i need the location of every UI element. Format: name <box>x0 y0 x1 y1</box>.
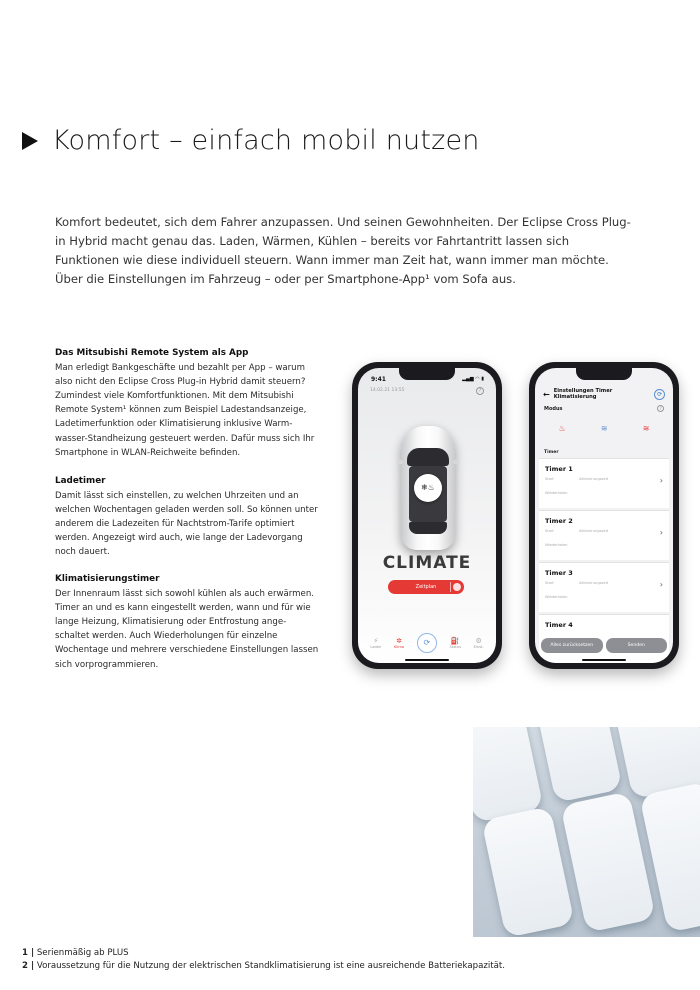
section-title: Das Mitsubishi Remote System als App <box>55 348 249 358</box>
chevron-right-icon: › <box>659 476 663 485</box>
car-top-view <box>401 426 455 550</box>
timer-row[interactable]: Timer 1 Start Aktivierungszeit Wiederholen › <box>539 458 669 508</box>
timer-section-label: Timer <box>544 450 559 455</box>
section-body: Der Innenraum lässt sich sowohl kühlen als auch erwärmen. Timer an und es kann eingestellt werden, wann und für wie lange Heizung, Klimatisierung oder Entfrostung ange-schaltet werden. Auch Wiederholungen für einzelne Wochentage und mehrere verschiedene Einstellungen lassen sich vorprogrammieren. <box>55 589 319 670</box>
section-body: Man erledigt Bankgeschäfte und bezahlt per App – warum also nicht den Eclipse Cross Plug-in Hybrid damit steuern? Zumindest viele Komfortfunktionen. Mit dem Mitsubishi Remote System¹ können zum Beispiel Ladestandsanzeige, Ladetimerfunktion oder Klimatisierung inklusive Warm-wasser-Standheizung gesteuert werden. Dafür muss sich Ihr Smartphone in WLAN-Reichweite befinden. <box>55 363 315 458</box>
timer-row[interactable]: Timer 2 Start Aktivierungszeit Wiederholen › <box>539 510 669 560</box>
climate-label: CLIMATE <box>382 553 472 573</box>
fuel-icon: ⛽ <box>450 637 460 645</box>
footnote: 1 | Serienmäßig ab PLUS <box>22 948 129 958</box>
intro-paragraph: Komfort bedeutet, sich dem Fahrer anzupassen. Und seinen Gewohnheiten. Der Eclipse Cross Plug-in Hybrid macht genau das. Laden, Wärmen, Kühlen – bereits vor Fahrtantritt lassen sich Funktionen wie diese individuell steuern. Wann immer man Zeit hat, wann immer man möchte. Über die Einstellungen im Fahrzeug – oder per Smartphone-App¹ vom Sofa aus. <box>55 215 631 286</box>
status-time: 9:41 <box>371 376 386 383</box>
section-klimatisierungstimer <box>55 572 320 672</box>
footnote: 2 | Voraussetzung für die Nutzung der elektrischen Standklimatisierung ist eine ausreichende Batteriekapazität. <box>22 960 506 971</box>
fan-icon: ✲ <box>396 637 402 645</box>
home-indicator <box>582 659 626 661</box>
screen-title: Einstellungen Timer Klimatisierung <box>553 388 613 400</box>
reset-all-button[interactable]: Alles zurücksetzen <box>541 638 603 653</box>
screen-header <box>543 387 665 401</box>
date-label: 14.02.21 13:55 <box>370 388 405 393</box>
phone-screen <box>358 368 496 663</box>
status-icons: ▂▄▆ ◠ ▮ <box>462 376 484 382</box>
phone-notch <box>399 368 455 380</box>
mode-selector <box>541 418 667 438</box>
modus-label: Modus <box>544 406 563 412</box>
zeitplan-label: Zeitplan <box>415 584 437 590</box>
send-button[interactable]: Senden <box>606 638 668 653</box>
section-title: Klimatisierungstimer <box>55 574 160 584</box>
timer-row[interactable]: Timer 4 <box>539 614 669 663</box>
charge-icon: ⚡ <box>373 637 379 645</box>
nav-item-settings[interactable]: ⚙ Einst. <box>473 637 484 649</box>
smartphone-climate-screen <box>352 362 502 669</box>
info-icon[interactable]: ? <box>476 387 484 395</box>
section-ladetimer <box>55 474 320 560</box>
refresh-button[interactable]: ⟳ <box>417 633 437 653</box>
back-arrow-icon[interactable]: ← <box>543 389 550 399</box>
section-remote-system <box>55 346 320 460</box>
phone-notch <box>576 368 632 380</box>
page-title: Komfort – einfach mobil nutzen <box>52 125 480 156</box>
gear-icon: ⚙ <box>475 637 482 645</box>
triangle-bullet-icon <box>22 132 38 150</box>
bottom-navigation <box>358 629 496 657</box>
info-icon[interactable]: ? <box>657 405 664 412</box>
zeitplan-button[interactable] <box>388 580 464 594</box>
climate-fan-icon[interactable]: ❄♨ <box>414 474 442 502</box>
section-heading <box>22 125 480 156</box>
snow-cars-photo <box>473 727 700 937</box>
toggle-knob[interactable] <box>453 583 461 591</box>
section-title: Ladetimer <box>55 476 106 486</box>
phone-screen <box>535 368 673 663</box>
nav-item-status[interactable]: ⛽ Status <box>449 637 461 649</box>
section-body: Damit lässt sich einstellen, zu welchen Uhrzeiten und an welchen Wochentagen geladen werden soll. So können unter anderem die Ladezeiten für Nachtstrom-Tarife optimiert werden. Angezeigt wird auch, wie lange der Ladevorgang noch dauert. <box>55 491 318 558</box>
action-bar <box>541 638 667 653</box>
footnotes <box>22 947 505 972</box>
heat-icon[interactable]: ≋ <box>642 423 650 433</box>
cool-icon[interactable]: ≋ <box>600 423 608 433</box>
chevron-right-icon: › <box>659 580 663 589</box>
defrost-icon[interactable]: ♨ <box>558 423 566 433</box>
timer-row[interactable]: Timer 3 Start Aktivierungszeit Wiederholen › <box>539 562 669 612</box>
nav-item-klima[interactable]: ✲ Klima <box>394 637 405 649</box>
nav-item-laden[interactable]: ⚡ Laden <box>370 637 382 649</box>
smartphone-timer-screen <box>529 362 679 669</box>
refresh-icon[interactable]: ⟳ <box>654 389 665 400</box>
chevron-right-icon: › <box>659 528 663 537</box>
home-indicator <box>405 659 449 661</box>
